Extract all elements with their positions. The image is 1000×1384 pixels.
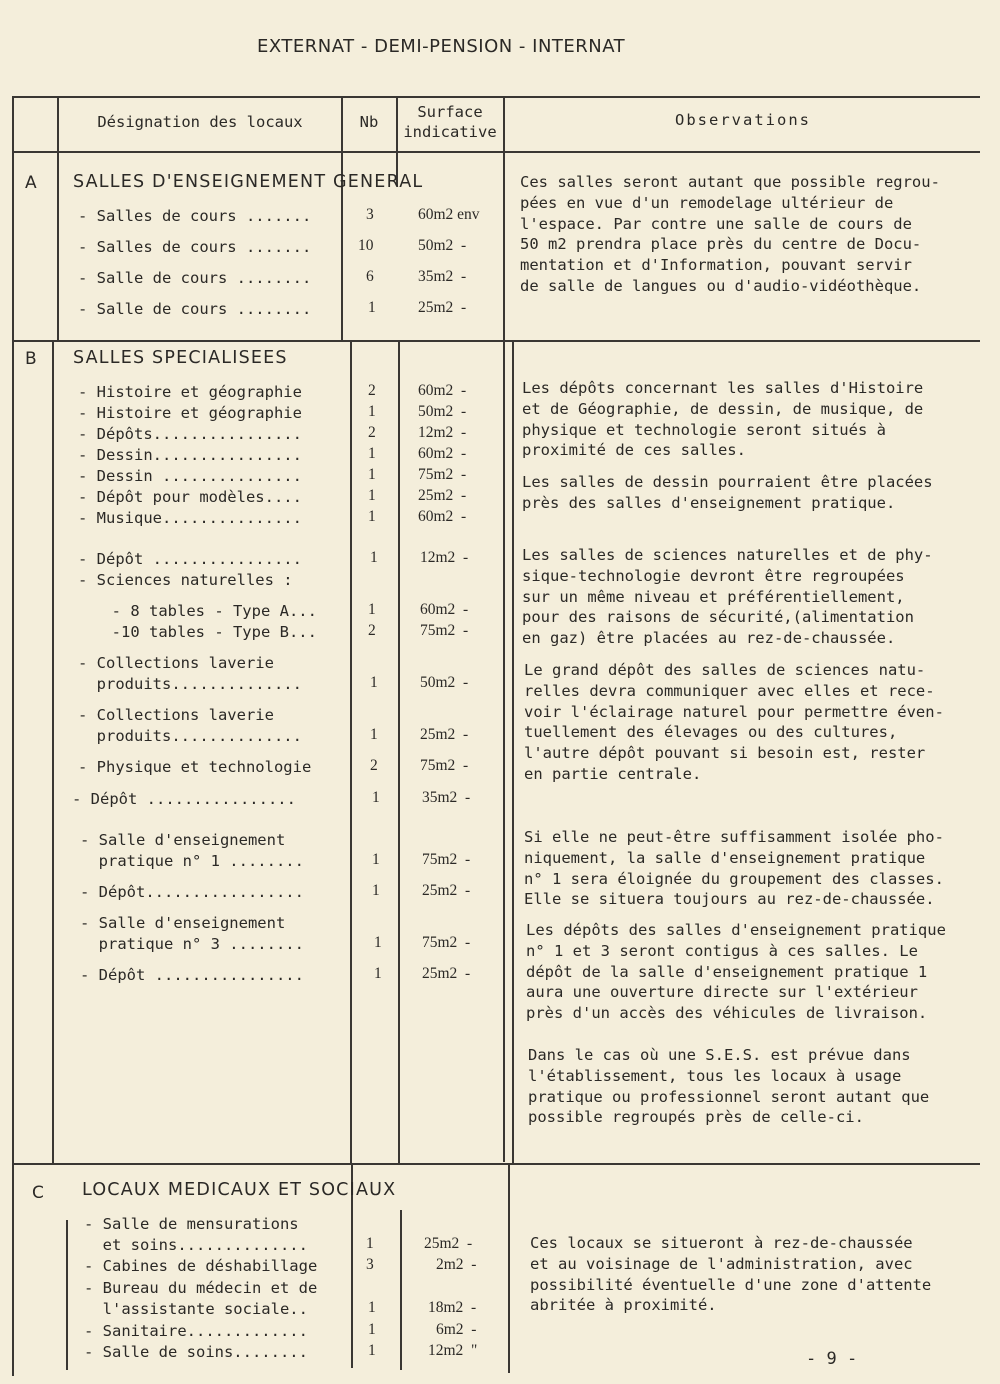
section-a-observations: Ces salles seront autant que possible regrou- pées en vue d'un remodelage ultérieur de l'espace. Par contre une salle de cours de 50 m2 prendra place près du centre de Docu- mentation et d'Information, pouvant servir de salle de langues ou d'audio-vidéothèque. [520, 173, 940, 295]
row-label: - Physique et technologie [78, 758, 312, 776]
obs-col-left-rule-c [508, 1163, 510, 1373]
row-label: - Histoire et géographie [78, 404, 302, 422]
observation-paragraph: Si elle ne peut-être suffisamment isolée pho- niquement, la salle d'enseignement pratique n° 1 sera éloignée du groupement des classes. Elle se situera toujours au rez-de-chaussée. [524, 828, 944, 909]
row-label: - Salle d'enseignement pratique n° 1 ........ [80, 831, 304, 870]
observation-paragraph: Le grand dépôt des salles de sciences natu- relles devra communiquer avec elles et rece- voir l'éclairage naturel pour permettre éven- tuellement des élevages ou des cultures, l'autre dépôt pouvant si besoin est, rester en partie centrale. [524, 661, 944, 783]
section-c-observations: Ces locaux se situeront à rez-de-chaussée et au voisinage de l'administration, avec possibilité éventuelle d'une zone d'attente abritée à proximité. [530, 1234, 932, 1315]
row-nb: 1 [368, 299, 376, 316]
row-label: - Dépôt pour modèles.... [78, 488, 302, 506]
row-label: - Dépôt ................ [78, 550, 302, 568]
letter-col-rule-a [57, 96, 59, 340]
letter-col-rule-c [66, 1220, 68, 1370]
row-label: - Collections laverie produits.............. [78, 706, 302, 745]
row-surface: 25m2 - [418, 299, 467, 316]
row-surface: 18m2 - [428, 1299, 477, 1316]
row-surface: 75m2 - [418, 466, 467, 483]
observation-paragraph: Les salles de dessin pourraient être placées près des salles d'enseignement pratique. [522, 473, 933, 512]
row-label: - Collections laverie produits.............. [78, 654, 302, 693]
row-nb: 6 [366, 268, 374, 285]
row-nb: 1 [374, 965, 382, 982]
observation-paragraph: Les dépôts des salles d'enseignement pratique n° 1 et 3 seront contigus à ces salles. Le dépôt de la salle d'enseignement pratique 1 aura une ouverture directe sur l'extérieur près d'un accès des véhicules de livraison. [526, 921, 946, 1023]
row-surface: 60m2 - [418, 382, 467, 399]
row-nb: 1 [370, 674, 378, 691]
surface-col-left-rule-b [398, 340, 400, 1163]
row-nb: 1 [372, 789, 380, 806]
row-nb: 1 [372, 851, 380, 868]
section-a-letter: A [25, 173, 37, 193]
row-label: - Cabines de déshabillage [84, 1257, 318, 1275]
observation-paragraph: Les dépôts concernant les salles d'Histoire et de Géographie, de dessin, de musique, de physique et technologie seront situés à proximité de ces salles. [522, 379, 924, 460]
row-label: - Dépôts................ [78, 425, 302, 443]
row-surface: 35m2 - [418, 268, 467, 285]
observation-paragraph: Les salles de sciences naturelles et de phy- sique-technologie devront être regroupées sur un même niveau et préférentiellement, pour des raisons de sécurité,(alimentation en gaz) être placées au rez-de-chaussée. [522, 546, 933, 648]
page-title: EXTERNAT - DEMI-PENSION - INTERNAT [257, 36, 626, 57]
row-label: -10 tables - Type B... [93, 623, 317, 641]
section-b-bottom-rule [12, 1163, 980, 1165]
row-surface: 60m2 - [418, 445, 467, 462]
section-c-title: LOCAUX MEDICAUX ET SOCIAUX [82, 1180, 397, 1200]
row-label: - Salle de mensurations et soins.............. [84, 1215, 308, 1254]
row-nb: 2 [368, 382, 376, 399]
row-label: - Salles de cours ....... [78, 207, 312, 225]
row-nb: 1 [368, 1299, 376, 1316]
header-observations: Observations [675, 111, 811, 129]
header-surface: Surface indicative [403, 103, 497, 141]
section-c-letter: C [32, 1183, 44, 1203]
row-surface: 75m2 - [422, 934, 471, 951]
row-surface: 12m2 " [428, 1342, 478, 1359]
row-surface: 6m2 - [436, 1321, 477, 1338]
section-a-title: SALLES D'ENSEIGNEMENT GENERAL [73, 172, 424, 192]
row-surface: 2m2 - [436, 1256, 477, 1273]
row-nb: 2 [368, 424, 376, 441]
obs-col-inner-rule-b [512, 340, 514, 1163]
nb-col-left-rule-b [350, 340, 352, 1163]
row-nb: 1 [368, 1321, 376, 1338]
row-nb: 1 [368, 445, 376, 462]
row-surface: 60m2 env [418, 206, 480, 223]
row-label: - Sanitaire............. [84, 1322, 308, 1340]
row-label: - Salle de soins........ [84, 1343, 308, 1361]
header-designation: Désignation des locaux [97, 113, 303, 131]
row-label: - Salle de cours ........ [78, 300, 312, 318]
letter-col-rule-b [52, 340, 54, 1163]
obs-col-left-rule [503, 96, 505, 1162]
row-label: - Dépôt ................ [72, 790, 296, 808]
row-label: - Dépôt................. [80, 883, 304, 901]
row-nb: 1 [374, 934, 382, 951]
row-surface: 25m2 - [418, 487, 467, 504]
row-surface: 50m2 - [418, 237, 467, 254]
row-nb: 1 [368, 403, 376, 420]
row-label: - Sciences naturelles : [78, 571, 293, 589]
row-nb: 3 [366, 1256, 374, 1273]
row-nb: 1 [370, 549, 378, 566]
row-label: - Salle d'enseignement pratique n° 3 ........ [80, 914, 304, 953]
row-surface: 35m2 - [422, 789, 471, 806]
nb-col-left-rule-a [341, 96, 343, 340]
observation-paragraph: Dans le cas où une S.E.S. est prévue dans l'établissement, tous les locaux à usage pratique ou professionnel seront autant que possible regroupés près de celle-ci. [528, 1046, 930, 1127]
row-nb: 2 [368, 622, 376, 639]
header-nb: Nb [359, 113, 379, 131]
row-surface: 25m2 - [420, 726, 469, 743]
row-surface: 12m2 - [420, 549, 469, 566]
row-nb: 2 [370, 757, 378, 774]
table-top-rule [12, 96, 980, 98]
section-b-title: SALLES SPECIALISEES [73, 348, 288, 368]
header-bottom-rule [12, 151, 980, 153]
row-surface: 12m2 - [418, 424, 467, 441]
section-b-letter: B [25, 349, 37, 369]
row-label: - Dépôt ................ [80, 966, 304, 984]
row-label: - Bureau du médecin et de l'assistante sociale.. [84, 1279, 318, 1318]
row-nb: 1 [368, 1342, 376, 1359]
row-label: - Musique............... [78, 509, 302, 527]
row-surface: 75m2 - [422, 851, 471, 868]
row-surface: 75m2 - [420, 757, 469, 774]
row-surface: 60m2 - [420, 601, 469, 618]
row-label: - Dessin ............... [78, 467, 302, 485]
row-surface: 50m2 - [418, 403, 467, 420]
row-nb: 1 [372, 882, 380, 899]
row-surface: 25m2 - [422, 965, 471, 982]
row-surface: 60m2 - [418, 508, 467, 525]
row-nb: 1 [368, 601, 376, 618]
row-nb: 1 [368, 466, 376, 483]
surface-col-left-rule-c [400, 1210, 402, 1370]
row-surface: 25m2 - [424, 1235, 473, 1252]
page-number: - 9 - [806, 1349, 858, 1369]
row-label: - Dessin................ [78, 446, 302, 464]
row-label: - 8 tables - Type A... [93, 602, 317, 620]
row-nb: 1 [370, 726, 378, 743]
section-a-bottom-rule [12, 340, 980, 342]
row-label: - Histoire et géographie [78, 383, 302, 401]
row-surface: 25m2 - [422, 882, 471, 899]
row-label: - Salle de cours ........ [78, 269, 312, 287]
row-nb: 1 [368, 487, 376, 504]
left-border [12, 96, 14, 1376]
row-nb: 10 [358, 237, 374, 254]
row-nb: 1 [368, 508, 376, 525]
row-surface: 50m2 - [420, 674, 469, 691]
row-nb: 3 [366, 206, 374, 223]
row-nb: 1 [366, 1235, 374, 1252]
row-label: - Salles de cours ....... [78, 238, 312, 256]
row-surface: 75m2 - [420, 622, 469, 639]
